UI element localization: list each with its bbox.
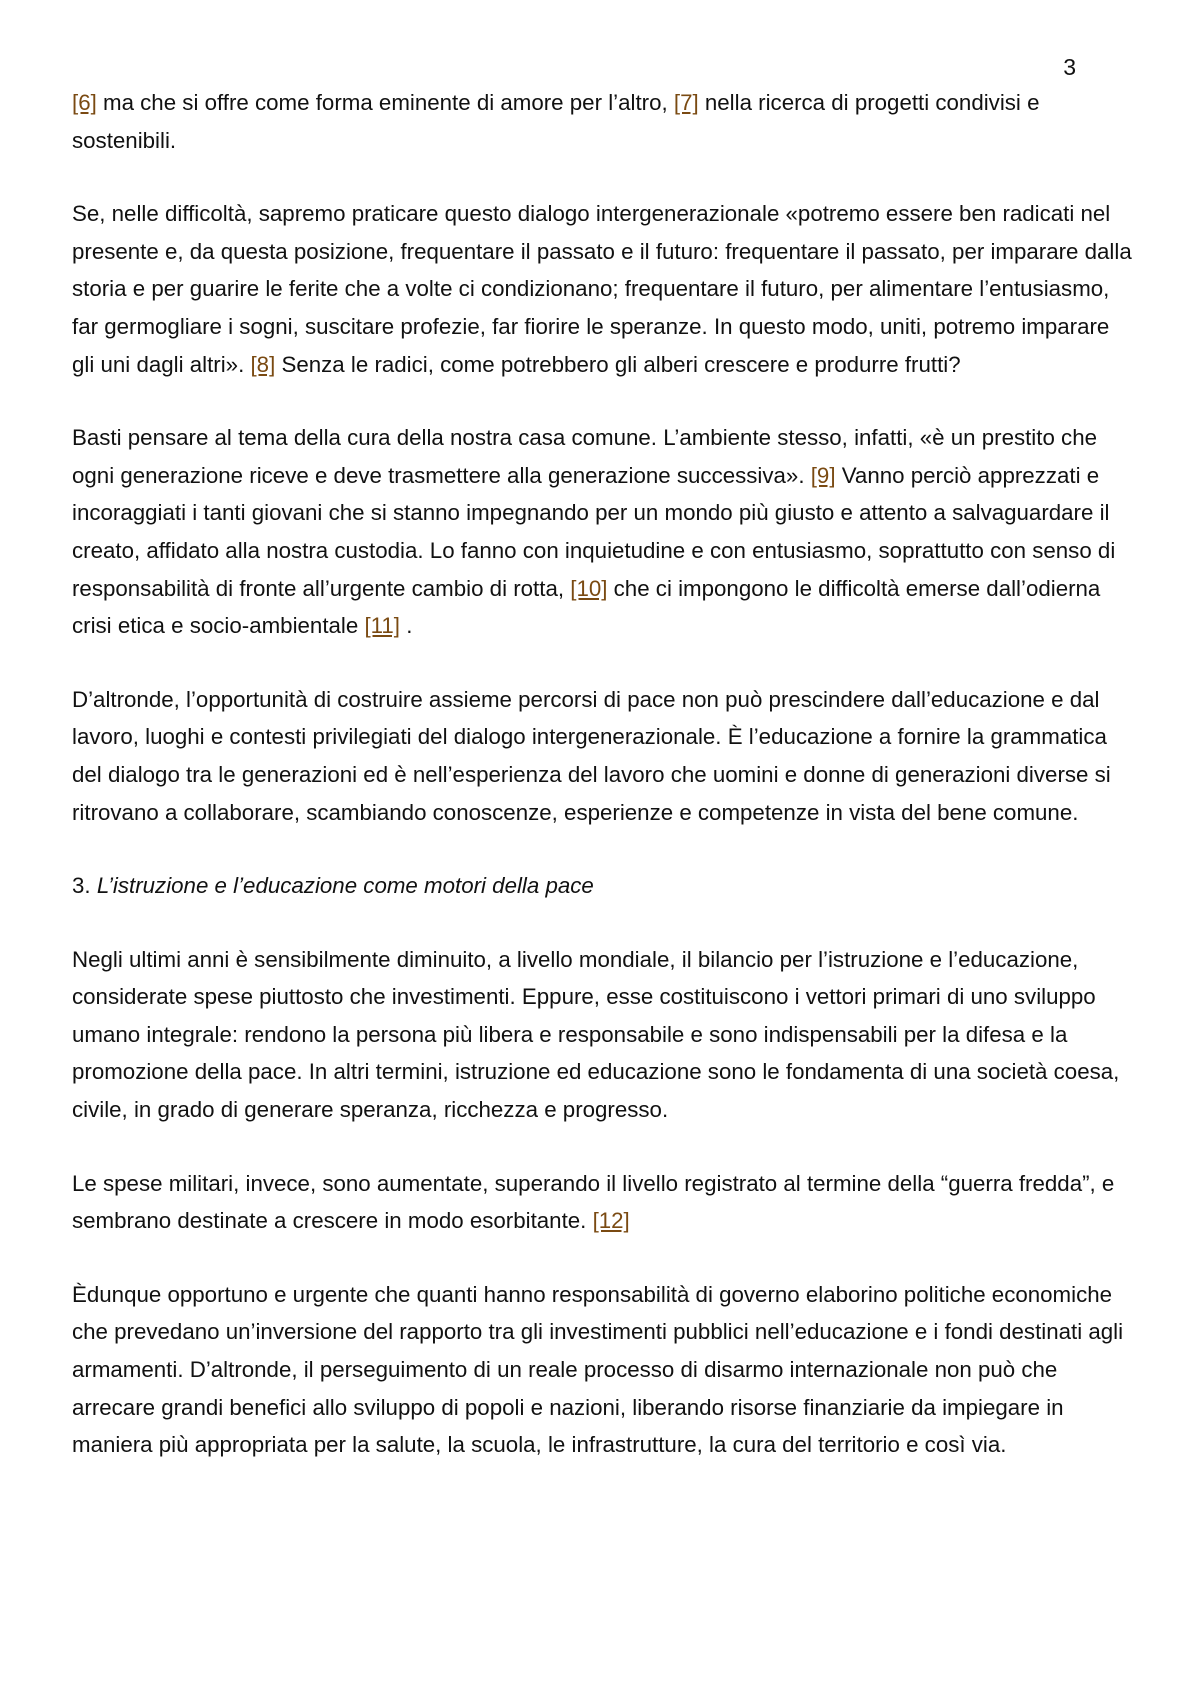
- paragraph: [72, 1276, 1132, 1464]
- paragraph-group-2: [72, 941, 1132, 1464]
- paragraph-text: ma che si offre come forma eminente di amore per l’altro,: [96, 90, 674, 115]
- paragraph: [72, 1165, 1132, 1240]
- paragraph: [72, 681, 1132, 831]
- section-heading: [72, 867, 1132, 905]
- paragraph: [72, 941, 1132, 1129]
- paragraph-text: Le spese militari, invece, sono aumentate, superando il livello registrato al termine della “guerra fredda”, e sembrano destinate a crescere in modo esorbitante.: [72, 1170, 1115, 1234]
- footnote-ref-link[interactable]: [7]: [673, 90, 699, 115]
- footnote-ref-link[interactable]: [11]: [364, 613, 401, 639]
- paragraph-text: che ci impongono le difficoltà emerse dall’odierna crisi etica e socio-ambientale: [72, 575, 1101, 639]
- page-number: 3: [1063, 54, 1076, 80]
- paragraph-text: Senza le radici, come potrebbero gli alberi crescere e produrre frutti?: [275, 351, 961, 377]
- footnote-ref-link[interactable]: [6]: [72, 90, 97, 115]
- paragraph-group-1: [72, 84, 1132, 831]
- paragraph-text: .: [400, 613, 413, 639]
- paragraph: [72, 195, 1132, 383]
- paragraph-text: Se, nelle difficoltà, sapremo praticare questo dialogo intergenerazionale «potremo essere ben radicati nel presente e, da questa posizione, frequentare il passato e il futuro: frequentare il passato, per imparare dalla storia e per guarire le ferite che a volte ci condizionano; frequentare il futuro, per alimentare l’entusiasmo, far germogliare i sogni, suscitare profezie, far fiorire le speranze. In questo modo, uniti, potremo imparare gli uni dagli altri».: [72, 201, 1132, 377]
- paragraph-text: Basti pensare al tema della cura della nostra casa comune. L’ambiente stesso, infatti, «è un prestito che ogni generazione riceve e deve trasmettere alla generazione successiva».: [72, 425, 1098, 488]
- footnote-ref-link[interactable]: [10]: [570, 575, 608, 601]
- footnote-ref-link[interactable]: [8]: [250, 351, 276, 377]
- paragraph-text: D’altronde, l’opportunità di costruire assieme percorsi di pace non può prescindere dall’educazione e dal lavoro, luoghi e contesti privilegiati del dialogo intergenerazionale. È l’educazione a fornire la grammatica del dialogo tra le generazioni ed è nell’esperienza del lavoro che uomini e donne di generazioni diverse si ritrovano a collaborare, scambiando conoscenze, esperienze e competenze in vista del bene comune.: [72, 686, 1111, 825]
- paragraph-text: nella ricerca di progetti condivisi e sostenibili.: [72, 90, 1040, 153]
- footnote-ref-link[interactable]: [12]: [592, 1208, 630, 1234]
- paragraph-text: Negli ultimi anni è sensibilmente diminuito, a livello mondiale, il bilancio per l’istruzione e l’educazione, considerate spese piuttosto che investimenti. Eppure, esse costituiscono i vettori primari di uno sviluppo umano integrale: rendono la persona più libera e responsabile e sono indispensabili per la difesa e la promozione della pace. In altri termini, istruzione ed educazione sono le fondamenta di una società coesa, civile, in grado di generare speranza, ricchezza e progresso.: [72, 946, 1120, 1123]
- paragraph-text: Vanno perciò apprezzati e incoraggiati i tanti giovani che si stanno impegnando per un mondo più giusto e attento a salvaguardare il creato, affidato alla nostra custodia. Lo fanno con inquietudine e con entusiasmo, soprattutto con senso di responsabilità di fronte all’urgente cambio di rotta,: [72, 462, 1116, 601]
- footnote-ref-link[interactable]: [9]: [810, 462, 836, 488]
- paragraph: [72, 84, 1132, 159]
- paragraph-text: Èdunque opportuno e urgente che quanti hanno responsabilità di governo elaborino politiche economiche che prevedano un’inversione del rapporto tra gli investimenti pubblici nell’educazione e i fondi destinati agli armamenti. D’altronde, il perseguimento di un reale processo di disarmo internazionale non può che arrecare grandi benefici allo sviluppo di popoli e nazioni, liberando risorse finanziarie da impiegare in maniera più appropriata per la salute, la scuola, le infrastrutture, la cura del territorio e così via.: [72, 1281, 1124, 1458]
- paragraph: [72, 419, 1132, 645]
- section-title: L’istruzione e l’educazione come motori della pace: [96, 873, 594, 899]
- document-body: [72, 84, 1132, 1500]
- section-number: 3.: [72, 873, 91, 899]
